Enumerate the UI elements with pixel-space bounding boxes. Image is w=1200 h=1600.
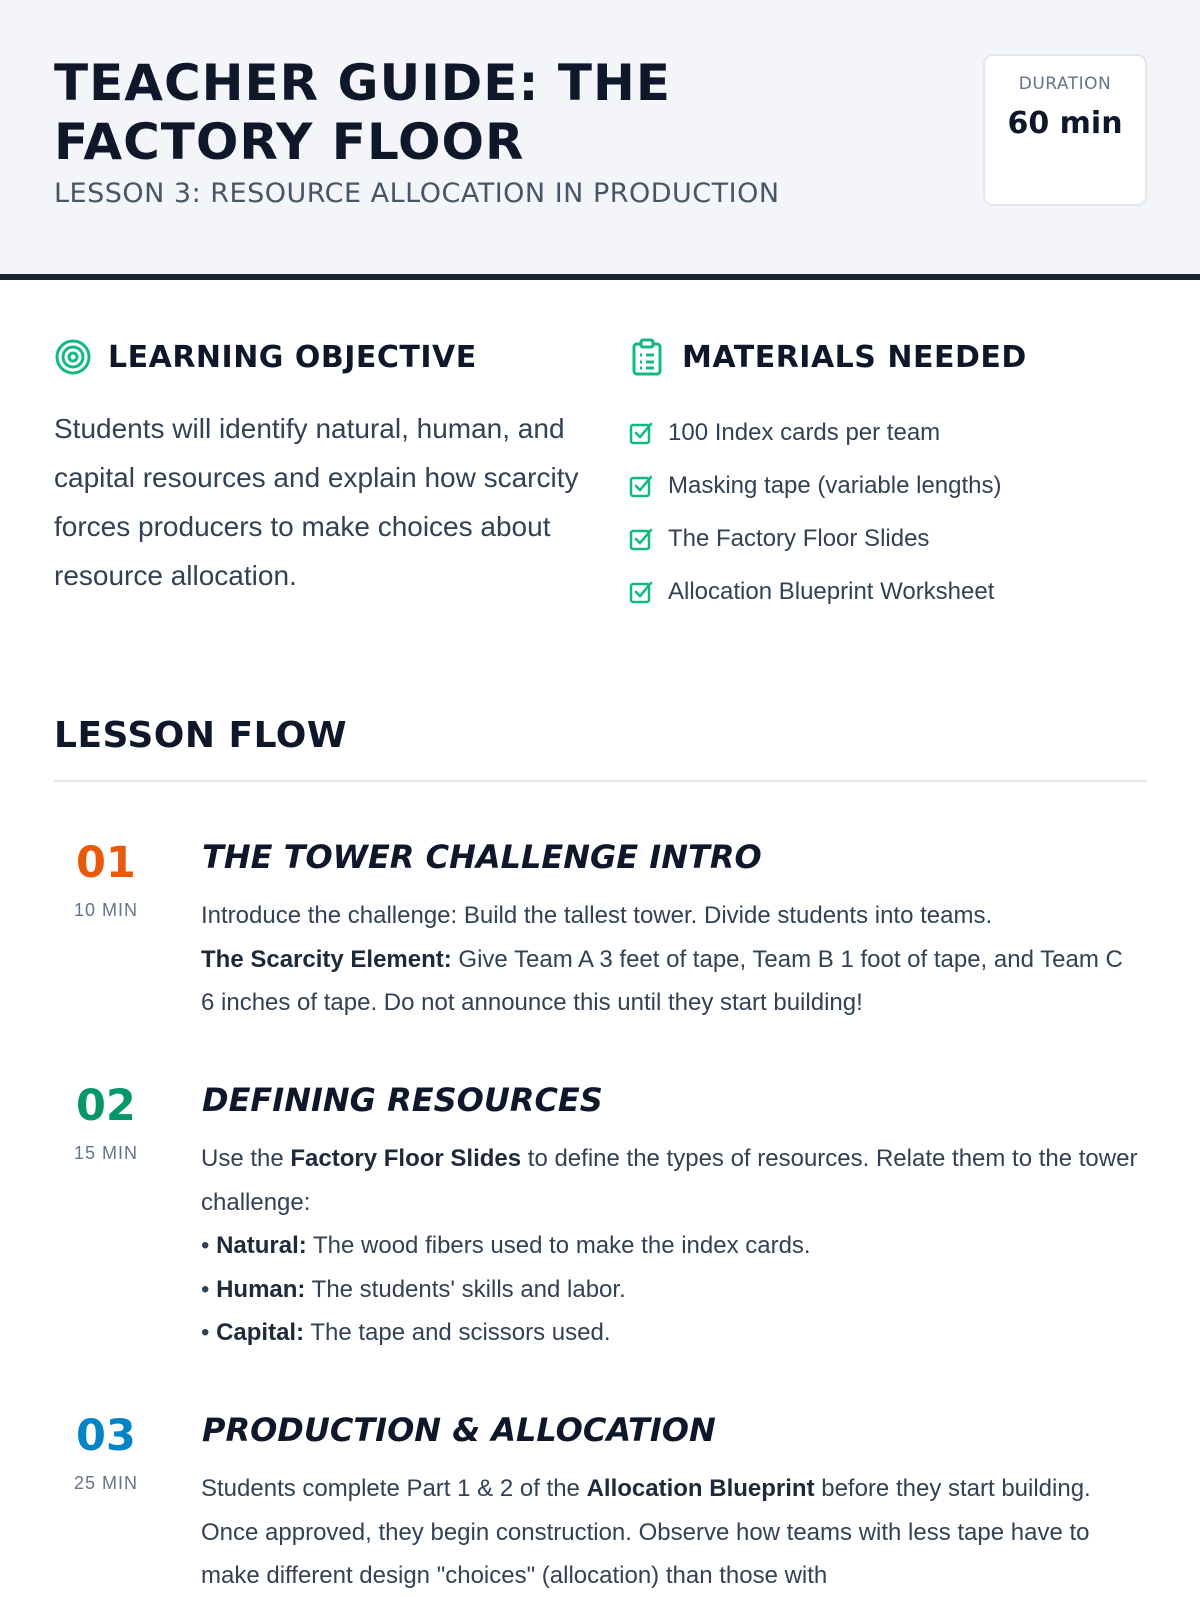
- bullet-text: The tape and scissors used.: [304, 1319, 611, 1346]
- list-item: [628, 459, 1002, 512]
- step-bold: Allocation Blueprint: [586, 1475, 815, 1502]
- step-title: THE TOWER CHALLENGE INTRO: [202, 838, 762, 876]
- checkbox-checked-icon: [628, 420, 654, 446]
- bullet-item: • Natural: The wood fibers used to make the index cards.: [201, 1232, 811, 1259]
- lesson-flow-title: LESSON FLOW: [54, 715, 348, 756]
- step-bold: Factory Floor Slides: [290, 1145, 522, 1172]
- divider: [54, 780, 1147, 782]
- step-body: [201, 1137, 1141, 1355]
- step-number: 03: [76, 1411, 136, 1461]
- step-text: before they start building. Once approved, they begin construction. Observe how teams with less tape have to make different design "choices" (allocation) than those with: [201, 1475, 1091, 1589]
- step-number: 01: [76, 838, 136, 888]
- checkbox-checked-icon: [628, 579, 654, 605]
- list-item: [628, 406, 1002, 459]
- page-title: TEACHER GUIDE: THE FACTORY FLOOR: [54, 54, 671, 171]
- step-text: Introduce the challenge: Build the tallest tower. Divide students into teams.: [201, 902, 993, 929]
- bullet-label: Human:: [216, 1275, 306, 1303]
- step-number: 02: [76, 1081, 136, 1131]
- bullet-label: Capital:: [216, 1319, 305, 1346]
- checkbox-checked-icon: [628, 473, 654, 499]
- objective-title: LEARNING OBJECTIVE: [108, 339, 477, 375]
- clipboard-icon: [628, 338, 666, 376]
- guide-header: [0, 0, 1200, 280]
- material-item: Masking tape (variable lengths): [668, 471, 1002, 499]
- step-duration: 10 MIN: [74, 900, 139, 920]
- step-bold-label: The Scarcity Element:: [201, 945, 452, 973]
- step-text: to define the types of resources. Relate them to the tower challenge:: [201, 1145, 1138, 1216]
- objective-heading: [54, 337, 477, 377]
- step-title: PRODUCTION & ALLOCATION: [202, 1411, 716, 1449]
- step-text: Use the: [201, 1145, 291, 1172]
- bullet-label: Natural:: [216, 1232, 307, 1259]
- materials-list: [628, 406, 1002, 618]
- checkbox-checked-icon: [628, 526, 654, 552]
- step-text: Give Team A 3 feet of tape, Team B 1 foot of tape, and Team C 6 inches of tape. Do not announce this until they start building!: [201, 945, 1123, 1016]
- list-item: [628, 565, 1002, 618]
- bullet-item: • Human: The students' skills and labor.: [201, 1275, 626, 1303]
- materials-heading: [628, 337, 1027, 377]
- material-item: Allocation Blueprint Worksheet: [668, 577, 995, 605]
- step-body: [201, 894, 1141, 1025]
- target-icon: [54, 338, 92, 376]
- materials-title: MATERIALS NEEDED: [682, 339, 1027, 375]
- bullet-text: The students' skills and labor.: [305, 1275, 626, 1303]
- material-item: The Factory Floor Slides: [668, 524, 930, 552]
- lesson-subtitle: LESSON 3: RESOURCE ALLOCATION IN PRODUCTION: [54, 178, 780, 209]
- duration-label: DURATION: [1018, 74, 1112, 94]
- objective-text: Students will identify natural, human, and capital resources and explain how scarcity forces producers to make choices about resource allocation.: [54, 413, 579, 591]
- bullet-text: The wood fibers used to make the index cards.: [306, 1232, 811, 1259]
- duration-value: 60 min: [1007, 106, 1123, 141]
- step-title: DEFINING RESOURCES: [202, 1081, 603, 1119]
- bullet-item: • Capital: The tape and scissors used.: [201, 1319, 611, 1346]
- duration-card: [983, 54, 1147, 206]
- material-item: 100 Index cards per team: [668, 418, 941, 446]
- step-text: Students complete Part 1 & 2 of the: [201, 1475, 587, 1502]
- step-duration: 15 MIN: [74, 1143, 139, 1163]
- list-item: [628, 512, 1002, 565]
- step-duration: 25 MIN: [74, 1473, 139, 1493]
- step-body: [201, 1467, 1141, 1598]
